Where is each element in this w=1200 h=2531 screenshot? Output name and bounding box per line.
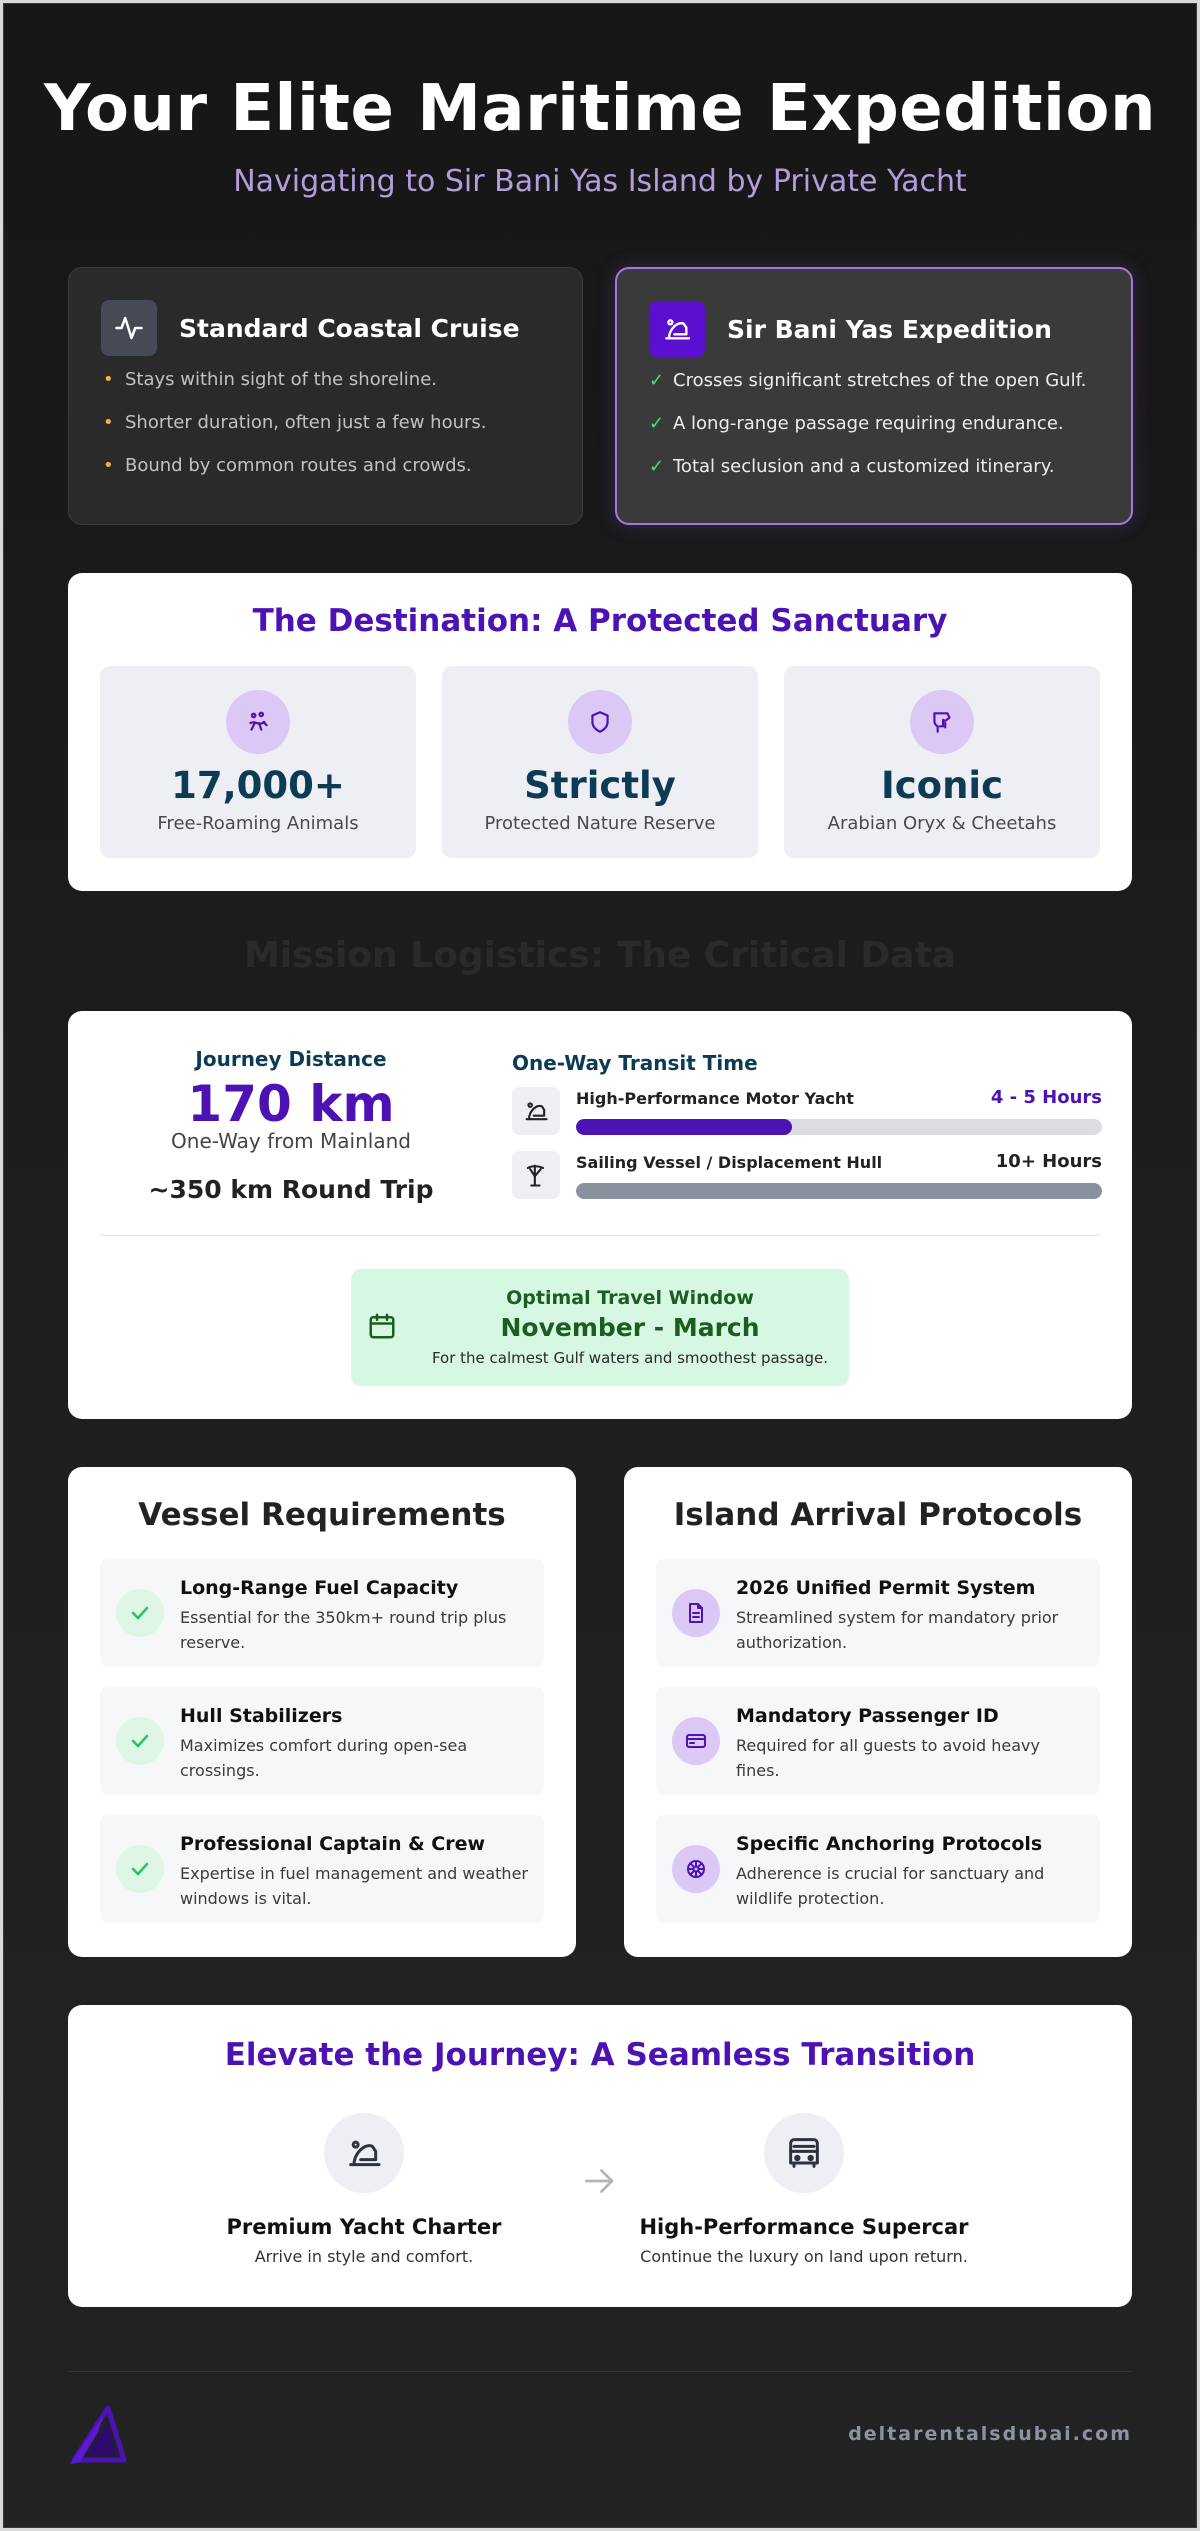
bullet-dot-icon: • xyxy=(103,455,114,476)
vessel-requirements-title: Vessel Requirements xyxy=(138,1497,506,1533)
check-icon xyxy=(116,1589,164,1637)
transit-bar-track xyxy=(576,1119,1102,1135)
car-icon xyxy=(764,2113,844,2193)
transit-time: 10+ Hours xyxy=(995,1151,1102,1172)
window-note: For the calmest Gulf waters and smoothest passage. xyxy=(431,1349,829,1367)
transit-bar-track xyxy=(576,1183,1102,1199)
arrow-right-icon xyxy=(582,2166,618,2200)
item-name: Mandatory Passenger ID xyxy=(736,1705,999,1727)
stat-card-reserve xyxy=(442,666,758,858)
window-label: Optimal Travel Window xyxy=(506,1287,754,1309)
item-desc: Maximizes comfort during open-sea crossings. xyxy=(180,1736,468,1780)
expedition-list xyxy=(649,369,1099,479)
check-icon: ✓ xyxy=(649,370,665,391)
stat-label: Free-Roaming Animals xyxy=(157,813,359,834)
standard-cruise-card xyxy=(68,267,583,525)
item-desc: Expertise in fuel management and weather windows is vital. xyxy=(180,1864,528,1908)
window-value: November - March xyxy=(500,1313,760,1342)
transition-card xyxy=(68,2005,1132,2307)
yacht-icon xyxy=(649,301,705,357)
list-item: • Bound by common routes and crowds. xyxy=(103,455,472,476)
transition-to-name: High-Performance Supercar xyxy=(639,2215,969,2239)
check-icon: ✓ xyxy=(649,413,665,434)
check-icon xyxy=(116,1845,164,1893)
sailboat-icon xyxy=(512,1151,560,1199)
destination-card xyxy=(68,573,1132,891)
distance-label: Journey Distance xyxy=(195,1047,387,1071)
item-name: Specific Anchoring Protocols xyxy=(736,1833,1043,1855)
transit-time: 4 - 5 Hours xyxy=(990,1087,1102,1108)
transit-label: One-Way Transit Time xyxy=(512,1051,758,1075)
list-item: ✓ A long-range passage requiring endurance. xyxy=(649,413,1064,434)
item-name: Hull Stabilizers xyxy=(180,1705,343,1727)
list-item: • Stays within sight of the shoreline. xyxy=(103,369,437,390)
arrival-protocols-card xyxy=(624,1467,1132,1957)
footer-divider xyxy=(68,2371,1132,2372)
standard-cruise-list xyxy=(101,368,550,478)
item-name: Long-Range Fuel Capacity xyxy=(180,1577,459,1599)
transition-from-desc: Arrive in style and comfort. xyxy=(254,2247,474,2266)
list-item xyxy=(100,1687,544,1795)
stat-card-iconic xyxy=(784,666,1100,858)
stat-value: Strictly xyxy=(524,764,676,807)
travel-window-box xyxy=(351,1269,849,1386)
stat-card-animals xyxy=(100,666,416,858)
distance-value: 170 km xyxy=(187,1075,395,1133)
transit-name: Sailing Vessel / Displacement Hull xyxy=(576,1153,883,1172)
animal-icon xyxy=(910,690,974,754)
item-name: Professional Captain & Crew xyxy=(180,1833,486,1855)
pulse-icon xyxy=(101,300,157,356)
stat-value: Iconic xyxy=(880,764,1004,807)
stat-label: Arabian Oryx & Cheetahs xyxy=(827,813,1057,834)
page-title: Your Elite Maritime Expedition xyxy=(43,72,1157,146)
list-item xyxy=(100,1559,544,1667)
item-desc: Required for all guests to avoid heavy fines. xyxy=(736,1736,1040,1780)
item-desc: Adherence is crucial for sanctuary and wildlife protection. xyxy=(736,1864,1045,1908)
page-subtitle: Navigating to Sir Bani Yas Island by Private Yacht xyxy=(233,164,967,199)
divider xyxy=(100,1235,1100,1236)
transition-to-desc: Continue the luxury on land upon return. xyxy=(640,2247,968,2266)
item-desc: Streamlined system for mandatory prior authorization. xyxy=(736,1608,1059,1652)
logistics-heading: Mission Logistics: The Critical Data xyxy=(243,935,957,976)
transition-to xyxy=(624,2113,984,2266)
round-trip: ~350 km Round Trip xyxy=(148,1175,434,1204)
arrival-protocols-title: Island Arrival Protocols xyxy=(673,1497,1083,1533)
list-item: ✓ Crosses significant stretches of the open Gulf. xyxy=(649,370,1087,391)
transit-row-motor xyxy=(512,1087,1102,1137)
document-icon xyxy=(672,1589,720,1637)
check-icon xyxy=(116,1717,164,1765)
list-item xyxy=(100,1815,544,1923)
expedition-card xyxy=(615,267,1133,525)
transit-bar-fill xyxy=(576,1119,792,1135)
list-item: ✓ Total seclusion and a customized itinerary. xyxy=(649,456,1055,477)
yacht-icon xyxy=(324,2113,404,2193)
item-desc: Essential for the 350km+ round trip plus reserve. xyxy=(180,1608,507,1652)
stat-value: 17,000+ xyxy=(171,764,345,807)
shield-icon xyxy=(568,690,632,754)
transition-from-name: Premium Yacht Charter xyxy=(226,2215,502,2239)
standard-cruise-title: Standard Coastal Cruise xyxy=(179,313,520,343)
transit-name: High-Performance Motor Yacht xyxy=(576,1089,854,1108)
transit-bar-fill xyxy=(576,1183,1102,1199)
list-item xyxy=(656,1815,1100,1923)
transit-row-sailing xyxy=(512,1151,1102,1201)
helm-icon xyxy=(672,1845,720,1893)
stat-label: Protected Nature Reserve xyxy=(484,813,716,834)
transition-from xyxy=(184,2113,544,2266)
destination-title: The Destination: A Protected Sanctuary xyxy=(252,603,948,639)
id-card-icon xyxy=(672,1717,720,1765)
calendar-icon xyxy=(367,1311,397,1345)
transition-title: Elevate the Journey: A Seamless Transition xyxy=(224,2037,976,2073)
motor-yacht-icon xyxy=(512,1087,560,1135)
bullet-dot-icon: • xyxy=(103,369,114,390)
bullet-dot-icon: • xyxy=(103,412,114,433)
paw-icon xyxy=(226,690,290,754)
list-item xyxy=(656,1559,1100,1667)
logistics-card xyxy=(68,1011,1132,1419)
item-name: 2026 Unified Permit System xyxy=(736,1577,1036,1599)
footer-site-link[interactable]: deltarentalsdubai.com xyxy=(848,2423,1132,2445)
expedition-title: Sir Bani Yas Expedition xyxy=(727,314,1052,344)
delta-logo-icon xyxy=(68,2404,130,2468)
list-item xyxy=(656,1687,1100,1795)
list-item: • Shorter duration, often just a few hours. xyxy=(103,412,487,433)
distance-sub: One-Way from Mainland xyxy=(171,1129,411,1153)
vessel-requirements-card xyxy=(68,1467,576,1957)
check-icon: ✓ xyxy=(649,456,665,477)
